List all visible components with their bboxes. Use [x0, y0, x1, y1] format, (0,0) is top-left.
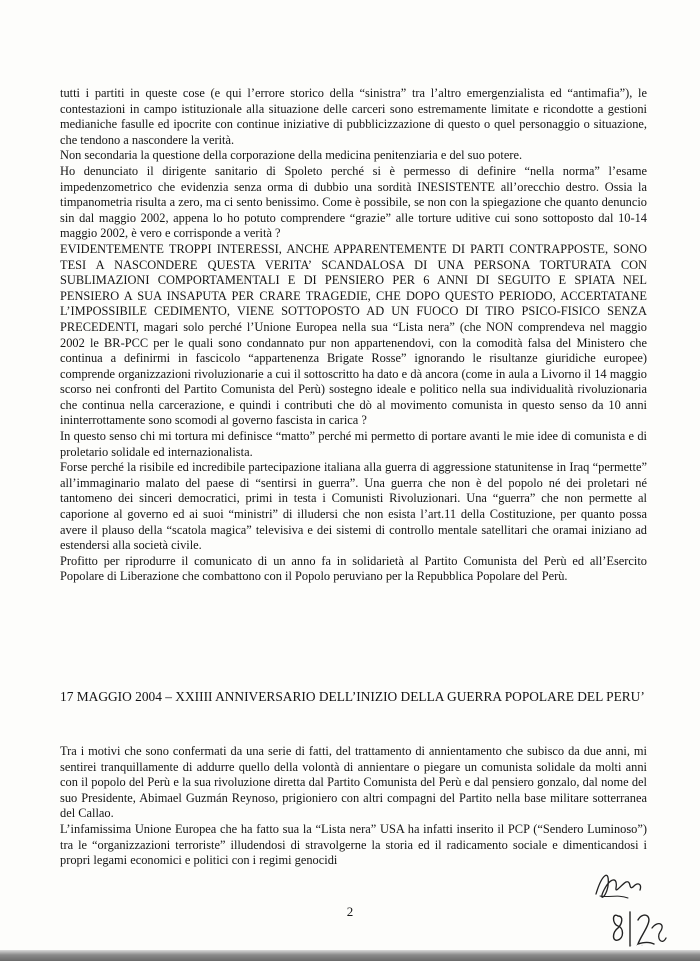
section-heading: 17 MAGGIO 2004 – XXIIII ANNIVERSARIO DELL’INIZIO DELLA GUERRA POPOLARE DEL PERU’	[60, 689, 645, 704]
handwritten-signature	[588, 854, 678, 954]
section-paragraph-2: L’infamissima Unione Europea che ha fatto sua la “Lista nera” USA ha infatti inserito il PCP (“Sendero Luminoso”) tra le “organizzazioni terroriste” illudendosi di stravolgerne la storia ed il radicamento sociale e dimenticandosi i propri legami economici e politici con i regimi genocidi	[60, 821, 647, 868]
scan-bottom-edge	[0, 950, 700, 961]
paragraph-1: tutti i partiti in queste cose (e qui l’errore storico della “sinistra” tra l’altro emergenzialista ed “antimafia”), le contestazioni in campo istituzionale alla situazione delle carceri sono estremamente limitate e ricondotte a gestioni medianiche fasulle ed ipocrite con continue iniziative di pubblicizzazione di questo o quel personaggio o situazione, che tendono a nascondere la verità.	[60, 86, 647, 147]
paragraph-5: In questo senso chi mi tortura mi definisce “matto” perché mi permetto di portare avanti le mie idee di comunista e di proletario solidale ed internazionalista.	[60, 429, 647, 459]
section-body-text	[60, 744, 647, 869]
paragraph-6: Forse perché la risibile ed incredibile partecipazione italiana alla guerra di aggressione statunitense in Iraq “permette” all’immaginario malato del paese di “sentirsi in guerra”. Una guerra che non è del popolo né dei proletari né tantomeno dei sinceri democratici, primi in testa i Comunisti Rivoluzionari. Una “guerra” che non permette al caporione al governo ed ai suoi “ministri” di illudersi che non esista l’art.11 della Costituzione, per quanto possa avere il plauso della “scatola magica” televisiva e dei sistemi di controllo mentale satellitari che oramai iniziano ad estendersi alla società civile.	[60, 460, 647, 553]
paragraph-7: Profitto per riprodurre il comunicato di un anno fa in solidarietà al Partito Comunista del Perù ed all’Esercito Popolare di Liberazione che combattono con il Popolo peruviano per la Repubblica Popolare del Perù.	[60, 553, 647, 584]
page-number: 2	[346, 904, 354, 919]
paragraph-4: EVIDENTEMENTE TROPPI INTERESSI, ANCHE APPARENTEMENTE DI PARTI CONTRAPPOSTE, SONO TESI A NASCONDERE QUESTA VERITA’ SCANDALOSA DI UNA PERSONA TORTURATA CON SUBLIMAZIONI COMPORTAMENTALI E DI PENSIERO PER 6 ANNI DI SEGUITO E SPIATA NEL PENSIERO A SUA INSAPUTA PER CRARE TRAGEDIE, CHE DOPO QUESTO PERIODO, ACCERTATANE L’IMPOSSIBILE CEDIMENTO, VIENE SOTTOPOSTO AD UN FUOCO DI TIRO PSICO-FISICO SENZA PRECEDENTI, magari solo perché l’Unione Europea nella sua “Lista nera” (che NON comprendeva nel maggio 2002 le BR-PCC per le quali sono condannato pur non appartenendovi, con la comodità falsa del Ministero che continua a definirmi in fascicolo “appartenenza Brigate Rosse” ignorando le risultanze giuridiche europee) comprende organizzazioni rivoluzionarie a cui il sottoscritto ha dato e dà ancora (come in aula a Livorno il 14 maggio scorso nei confronti del Partito Comunista del Perù) sostegno ideale e politico nella sua individualità rivoluzionaria che continua nella carcerazione, e quindi i contributi che dò al movimento comunista in questo senso da 10 anni ininterrottamente sono scomodi al governo fascista in carica ?	[60, 241, 647, 428]
section-paragraph-1: Tra i motivi che sono confermati da una serie di fatti, del trattamento di annientamento che subisco da due anni, mi sentirei tranquillamente di addurre quello della volontà di annientare o piegare un comunista solidale da molti anni con il popolo del Perù e la sua rivoluzione diretta dal Partito Comunista del Perù e dal pensiero gonzalo, dal nome del suo Presidente, Abimael Guzmán Reynoso, prigioniero con altri compagni del Partito nella base militare sotterranea del Callao.	[60, 744, 647, 821]
scan-noise: · · ·	[630, 943, 644, 949]
paragraph-3: Ho denunciato il dirigente sanitario di Spoleto perché si è permesso di definire “nella norma” l’esame impedenzometrico che evidenzia senza orma di dubbio una sordità INESISTENTE all’orecchio destro. Ossia la timpanometria risulta a zero, ma ci sento benissimo. Come è possibile, se non con la spiegazione che quanto denuncio sin dal maggio 2002, appena lo ho potuto comprendere “grazie” alle torture uditive cui sono sottoposto dal 10-14 maggio 2002, è vero e corrisponde a verità ?	[60, 163, 647, 241]
paragraph-2: Non secondaria la questione della corporazione della medicina penitenziaria e del suo potere.	[60, 148, 523, 163]
body-text	[60, 86, 647, 585]
